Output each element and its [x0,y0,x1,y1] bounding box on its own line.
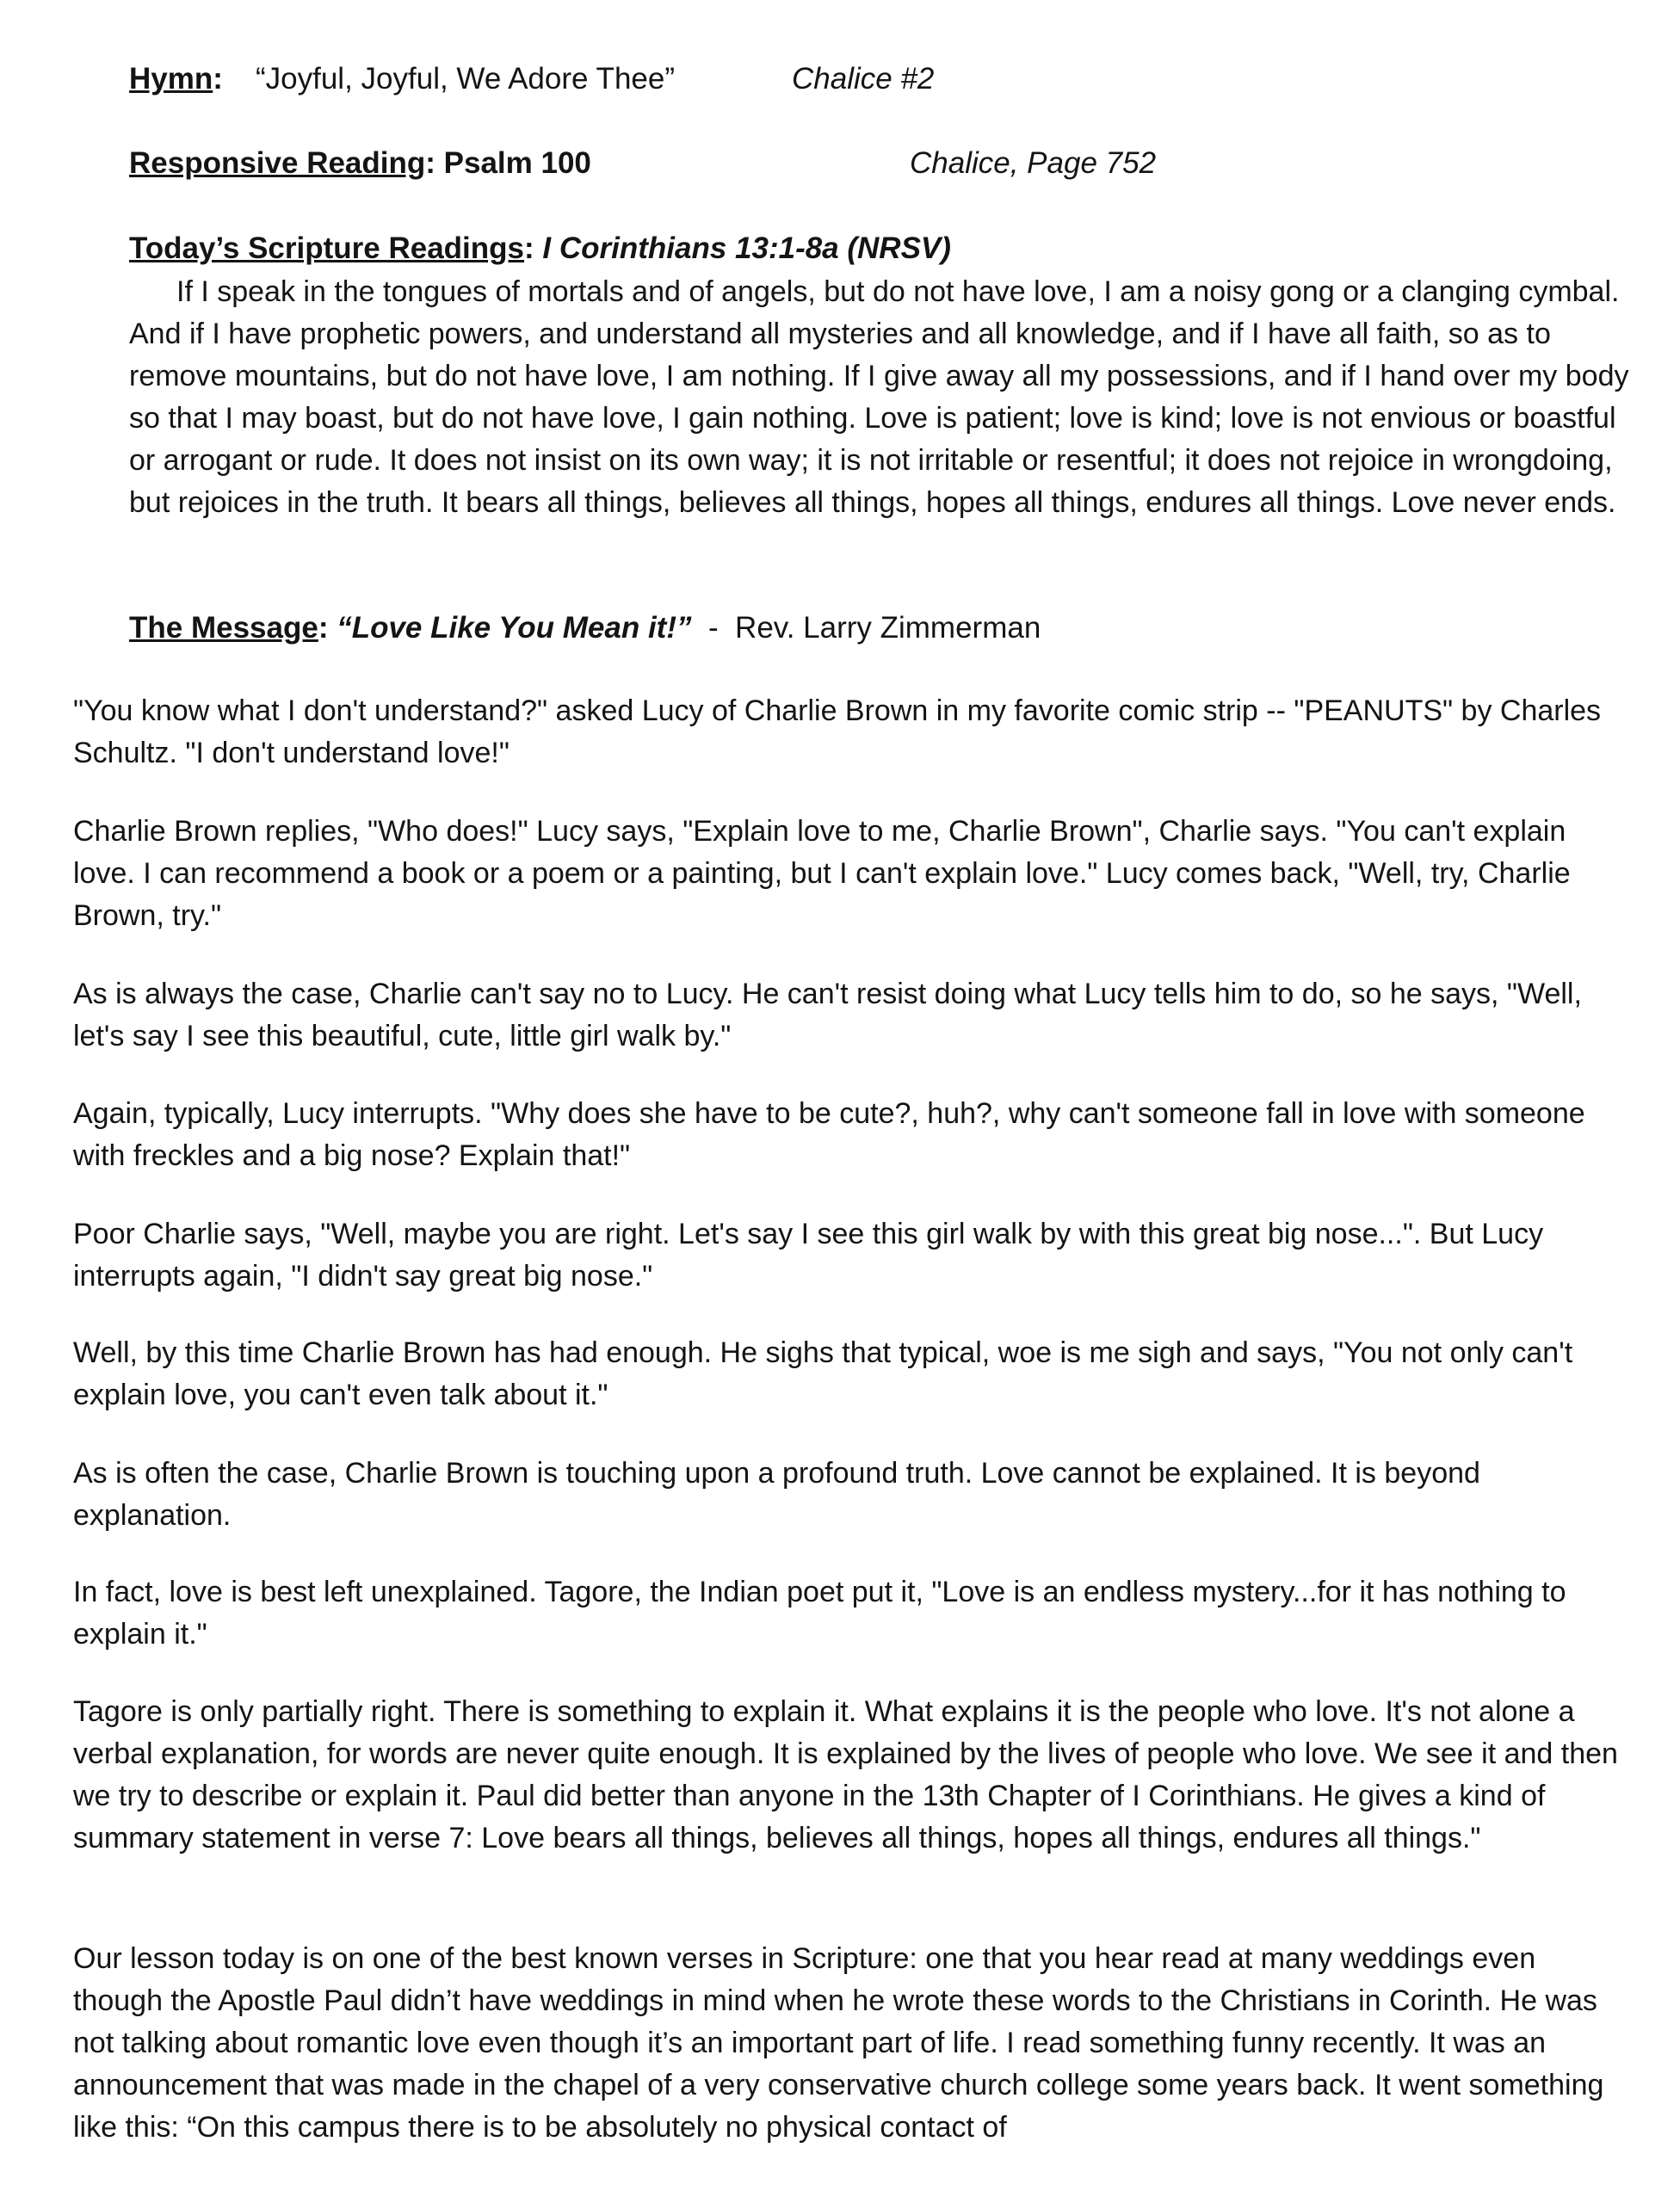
hymn-line [129,60,223,98]
message-title: “Love Like You Mean it!” [337,611,692,645]
scripture-reference: I Corinthians 13:1-8a (NRSV) [542,231,951,265]
responsive-reading-line [129,145,591,182]
sermon-paragraph: Tagore is only partially right. There is something to explain it. What explains it is the people who love. It's not alone a verbal explanation, for words are never quite enough. It is explained by the lives of people who love. We see it and then we try to describe or explain it. Paul did better than anyone in the 13th Chapter of I Corinthians. He gives a kind of summary statement in verse 7: Love bears all things, believes all things, hopes all things, endures all things." [73,1695,1618,1854]
sermon-paragraph: Poor Charlie says, "Well, maybe you are right. Let's say I see this girl walk by with this great big nose...". But Lucy interrupts again, "I didn't say great big nose." [73,1218,1544,1293]
sermon-paragraph: As is always the case, Charlie can't say no to Lucy. He can't resist doing what Lucy tells him to do, so he says, "Well, let's say I see this beautiful, cute, little girl walk by." [73,978,1582,1052]
message-heading [129,609,1041,647]
sermon-paragraph: Charlie Brown replies, "Who does!" Lucy says, "Explain love to me, Charlie Brown", Charlie says. "You can't explain love. I can recommend a book or a poem or a painting, but I can't explain love." Lucy comes back, "Well, try, Charlie Brown, try." [73,815,1571,932]
sermon-paragraph: Well, by this time Charlie Brown has had enough. He sighs that typical, woe is me sigh and says, "You not only can't explain love, you can't even talk about it." [73,1336,1573,1411]
responsive-reading-label: Responsive Reading [129,146,426,180]
scripture-heading [129,230,951,268]
message-separator: : [318,611,337,645]
hymn-label: Hymn [129,62,213,96]
hymn-reference: Chalice #2 [792,62,935,96]
hymn-title: “Joyful, Joyful, We Adore Thee” [256,62,675,96]
message-author: - Rev. Larry Zimmerman [691,611,1041,645]
sermon-paragraph: In fact, love is best left unexplained. Tagore, the Indian poet put it, "Love is an endless mystery...for it has nothing to explain it." [73,1576,1566,1651]
message-label: The Message [129,611,318,645]
scripture-separator: : [524,231,543,265]
responsive-reading-reference: Chalice, Page 752 [910,146,1157,180]
hymn-separator: : [213,62,223,96]
sermon-paragraph: "You know what I don't understand?" asked Lucy of Charlie Brown in my favorite comic strip -- "PEANUTS" by Charles Schultz. "I don't understand love!" [73,694,1602,769]
responsive-reading-text: : Psalm 100 [425,146,591,180]
scripture-label: Today’s Scripture Readings [129,231,524,265]
sermon-paragraph: As is often the case, Charlie Brown is touching upon a profound truth. Love cannot be explained. It is beyond explanation. [73,1457,1480,1532]
sermon-paragraph: Our lesson today is on one of the best known verses in Scripture: one that you hear read at many weddings even though the Apostle Paul didn’t have weddings in mind when he wrote these words to the Christians in Corinth. He was not talking about romantic love even though it’s an important part of life. I read something funny recently. It was an announcement that was made in the chapel of a very conservative church college some years back. It went something like this: “On this campus there is to be absolutely no physical contact of [73,1942,1604,2144]
scripture-text: If I speak in the tongues of mortals and of angels, but do not have love, I am a noisy gong or a clanging cymbal. And if I have prophetic powers, and understand all mysteries and all knowledge, and if I have all faith, so as to remove mountains, but do not have love, I am nothing. If I give away all my possessions, and if I hand over my body so that I may boast, but do not have love, I gain nothing. Love is patient; love is kind; love is not envious or boastful or arrogant or rude. It does not insist on its own way; it is not irritable or resentful; it does not rejoice in wrongdoing, but rejoices in the truth. It bears all things, believes all things, hopes all things, endures all things. Love never ends. [129,275,1629,519]
sermon-paragraph: Again, typically, Lucy interrupts. "Why does she have to be cute?, huh?, why can't someone fall in love with someone with freckles and a big nose? Explain that!" [73,1097,1585,1172]
